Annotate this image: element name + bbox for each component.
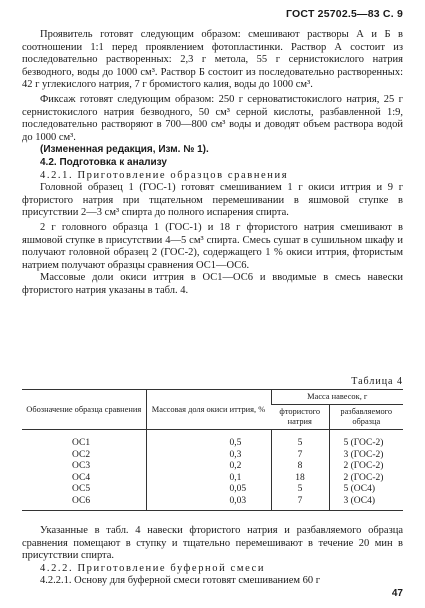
cell-fraction: 0,1: [146, 473, 271, 485]
cell-diluted: 3 (ОС4): [329, 496, 403, 511]
cell-naf: 7: [271, 450, 329, 462]
table-row: [22, 450, 403, 462]
header-sodium-fluoride: фтористого натрия: [271, 405, 329, 430]
cell-fraction: 0,5: [146, 430, 271, 450]
table-row: [22, 484, 403, 496]
main-text-bottom: [22, 525, 403, 588]
page-header: ГОСТ 25702.5—83 С. 9: [286, 8, 403, 20]
paragraph-fixer: Фиксаж готовят следующим образом: 250 г серноватистокислого натрия, 25 г сернистокислого натрия безводного, 50 см³ серной кислоты, разбавленной 1:9, последовательно растворяют в 700—800 см³ воды и доводят объем раствора водой до 1000 см³.: [22, 93, 403, 143]
header-designation: Обозначение образца сравнения: [22, 390, 146, 430]
section-heading-4-2-2: 4.2.2. Приготовление буферной смеси: [40, 562, 266, 574]
header-mass-fraction: Массовая доля окиси иттрия, %: [146, 390, 271, 430]
cell-naf: 8: [271, 461, 329, 473]
cell-fraction: 0,03: [146, 496, 271, 511]
cell-diluted: 2 (ГОС-2): [329, 473, 403, 485]
cell-diluted: 5 (ОС4): [329, 484, 403, 496]
cell-designation: ОС4: [72, 472, 91, 483]
cell-designation: ОС2: [72, 449, 91, 460]
table-row: [22, 473, 403, 485]
cell-naf: 7: [271, 496, 329, 511]
cell-diluted: 2 (ГОС-2): [329, 461, 403, 473]
amendment-note: (Измененная редакция, Изм. № 1).: [40, 144, 209, 156]
header-mass-group: Масса навесок, г: [271, 390, 403, 405]
cell-diluted: 5 (ГОС-2): [329, 430, 403, 450]
cell-designation: ОС1: [72, 438, 91, 448]
section-heading-4-2: 4.2. Подготовка к анализу: [40, 156, 167, 168]
table-row: [22, 430, 403, 450]
cell-naf: 18: [271, 473, 329, 485]
cell-fraction: 0,05: [146, 484, 271, 496]
paragraph-gos2: 2 г головного образца 1 (ГОС-1) и 18 г фтористого натрия смешивают в яшмовой ступке в присутствии 4—5 см³ спирта. Смесь сушат в сушильном шкафу и получают головной образец 2 (ГОС-2), содержащего 1 % окиси иттрия, фтористым натрием получают образцы сравнения ОС1—ОС6.: [22, 221, 403, 271]
main-text-top: [22, 29, 403, 297]
cell-designation: ОС6: [22, 496, 146, 511]
table-row: [22, 461, 403, 473]
cell-diluted: 3 (ГОС-2): [329, 450, 403, 462]
header-diluted-sample: разбавляемого образца: [329, 405, 403, 430]
table-row: [22, 496, 403, 511]
cell-fraction: 0,3: [146, 450, 271, 462]
section-heading-4-2-1: 4.2.1. Приготовление образцов сравнения: [40, 169, 289, 181]
cell-naf: 5: [271, 484, 329, 496]
paragraph-mixing: Указанные в табл. 4 навески фтористого натрия и разбавляемого образца сравнения помещают в ступку и тщательно перемешивают в течение 20 мин в присутствии спирта.: [22, 525, 403, 562]
table-caption: Таблица 4: [351, 376, 403, 387]
paragraph-developer: Проявитель готовят следующим образом: смешивают растворы А и Б в соотношении 1:1 перед проявлением фотопластинки. Раствор А состоит из последовательно растворенных: 2,3 г метола, 55 г сернистокислого натрия безводного, воды до 1000 см³. Раствор Б состоит из последовательно растворенных: 42 г углекислого натрия, 7 г бромистого калия, воды до 1000 см³.: [22, 29, 403, 91]
cell-designation: ОС3: [72, 461, 91, 471]
cell-naf: 5: [271, 430, 329, 450]
cell-fraction: 0,2: [146, 461, 271, 473]
paragraph-buffer-base: 4.2.2.1. Основу для буферной смеси готовят смешиванием 60 г: [40, 575, 321, 587]
page-number: 47: [391, 588, 403, 599]
cell-designation: ОС5: [72, 484, 91, 494]
table-4: [22, 389, 403, 511]
paragraph-table-ref: Массовые доли окиси иттрия в ОС1—ОС6 и вводимые в смесь навески фтористого натрия указаны в табл. 4.: [22, 272, 403, 296]
paragraph-gos1: Головной образец 1 (ГОС-1) готовят смешиванием 1 г окиси иттрия и 9 г фтористого натрия при тщательном перемешивании в яшмовой ступке в присутствии 2—3 см³ спирта до полного испарения спирта.: [22, 182, 403, 219]
